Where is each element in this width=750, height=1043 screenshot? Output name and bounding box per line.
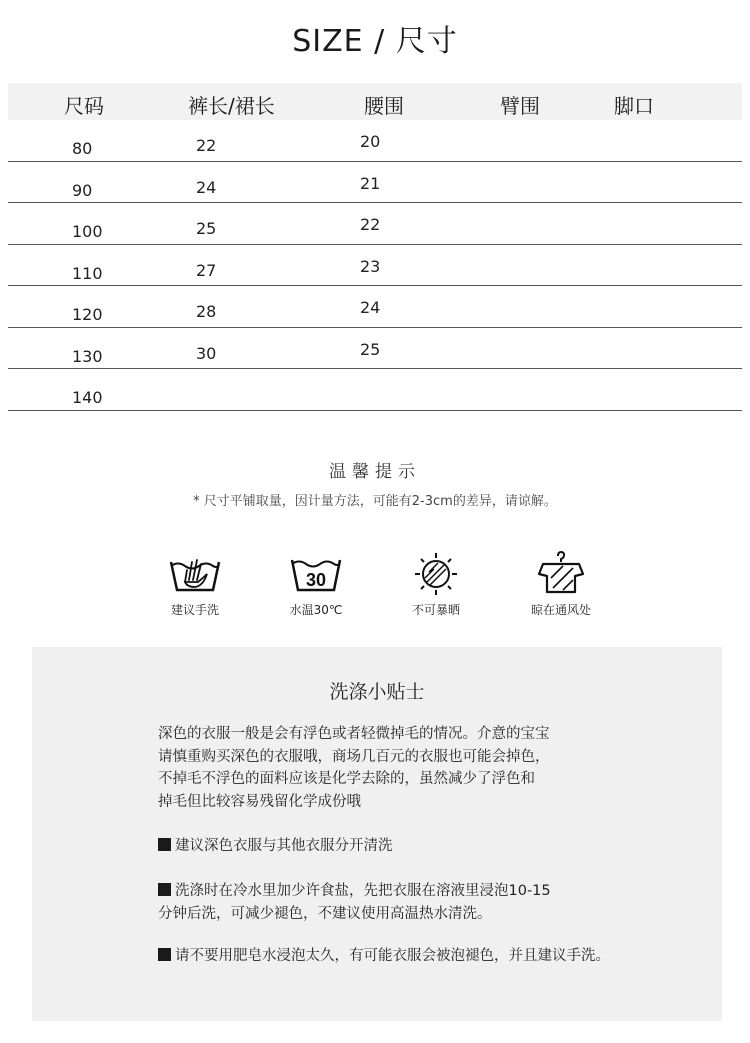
size-table (8, 83, 742, 411)
bullet-square (158, 883, 171, 896)
hand-wash-icon (167, 550, 223, 596)
tip-text: 请不要用肥皂水浸泡太久，有可能衣服会被泡褪色，并且建议手洗。 (175, 948, 610, 964)
paragraph-line: 深色的衣服一般是会有浮色或者轻微掉毛的情况。介意的宝宝 (158, 726, 550, 742)
cell-waist: 21 (360, 173, 381, 193)
cell-size: 140 (72, 388, 103, 407)
size-table-header (8, 83, 742, 120)
care-label: 不可暴晒 (411, 603, 460, 617)
cell-length: 25 (196, 219, 217, 238)
cell-length: 30 (196, 343, 217, 363)
tips-title: 温馨提示 (329, 462, 421, 482)
wash-paragraph (158, 723, 698, 813)
header-size: 尺码 (64, 94, 104, 118)
header-length: 裤长/裙长 (188, 94, 275, 118)
table-row (8, 120, 742, 162)
cell-size: 90 (72, 180, 93, 200)
cell-size: 130 (72, 346, 103, 366)
dry-in-shade-icon (533, 550, 589, 596)
table-row (8, 245, 742, 287)
wash-tips-title: 洗涤小贴士 (329, 681, 425, 703)
wash-temperature: 30 (305, 570, 327, 590)
wash-30-icon (288, 550, 344, 596)
cell-waist: 22 (360, 215, 381, 234)
wash-tip-2 (158, 880, 698, 925)
cell-waist: 25 (360, 339, 381, 359)
wash-tip-1 (158, 835, 698, 858)
table-row (8, 162, 742, 204)
header-hem: 脚口 (614, 94, 654, 118)
care-dry-shade (506, 550, 616, 618)
cell-length: 22 (196, 136, 217, 155)
tip-text: 分钟后洗，可减少褪色，不建议使用高温热水清洗。 (158, 905, 492, 922)
page-title: SIZE / 尺寸 (292, 24, 458, 59)
cell-waist: 23 (360, 256, 381, 276)
paragraph-line: 不掉毛不浮色的面料应该是化学去除的，虽然减少了浮色和 (158, 771, 535, 787)
bullet-square (158, 948, 171, 961)
paragraph-line: 请慎重购买深色的衣服哦，商场几百元的衣服也可能会掉色， (158, 748, 550, 765)
care-label: 晾在通风处 (530, 603, 591, 617)
wash-tip-3 (158, 945, 718, 968)
bullet-square (158, 838, 171, 851)
table-row (8, 369, 742, 411)
care-label: 水温30℃ (289, 603, 343, 617)
paragraph-line: 掉毛但比较容易残留化学成份哦 (158, 793, 361, 810)
header-waist: 腰围 (364, 94, 404, 118)
table-row (8, 328, 742, 370)
care-label: 建议手洗 (170, 603, 219, 617)
cell-size: 110 (72, 263, 103, 283)
tip-text: 建议深色衣服与其他衣服分开清洗 (175, 838, 393, 854)
cell-length: 28 (196, 302, 217, 321)
wash-tips-panel (32, 647, 722, 1021)
care-no-sun (381, 550, 491, 618)
cell-size: 80 (72, 139, 93, 158)
cell-length: 24 (196, 177, 217, 197)
cell-size: 120 (72, 305, 103, 324)
table-row (8, 203, 742, 245)
tips-note: * 尺寸平铺取量，因计量方法，可能有2-3cm的差异，请谅解。 (193, 494, 557, 509)
cell-waist: 24 (360, 298, 381, 317)
table-row (8, 286, 742, 328)
cell-length: 27 (196, 260, 217, 280)
no-sun-icon (408, 550, 464, 596)
header-arm: 臂围 (500, 94, 540, 118)
cell-waist: 20 (360, 132, 381, 151)
tip-text: 洗涤时在冷水里加少许食盐，先把衣服在溶液里浸泡10-15 (175, 883, 551, 899)
cell-size: 100 (72, 222, 103, 241)
care-hand-wash (140, 550, 250, 618)
care-wash-30 (261, 550, 371, 618)
